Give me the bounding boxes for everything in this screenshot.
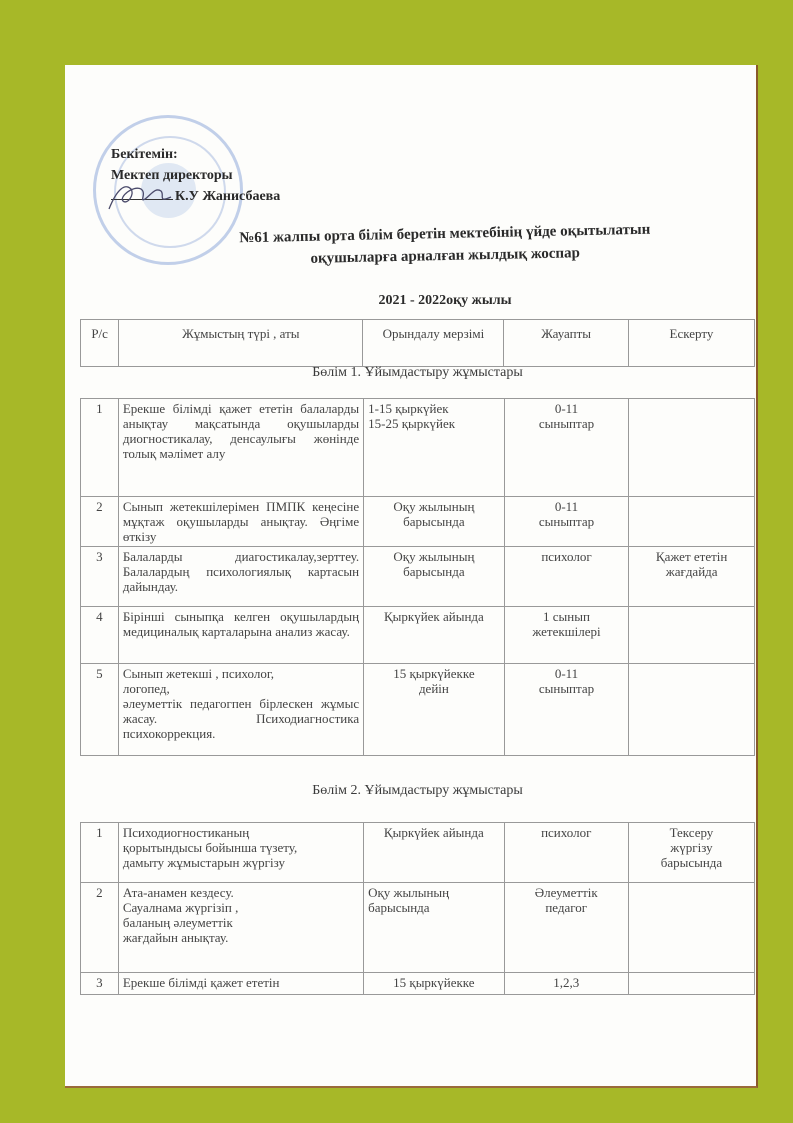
row-note — [628, 973, 754, 995]
row-work-description: Ерекше білімді қажет ететін балаларды анықтау мақсатында оқушыларды диогностикалау, денсаулығы жөнінде толық мәлімет алу — [118, 399, 363, 497]
handwritten-signature — [105, 179, 175, 213]
header-deadline: Орындалу мерзімі — [363, 320, 504, 367]
row-number: 1 — [81, 399, 119, 497]
section-1-title: Бөлім 1. Ұйымдастыру жұмыстары — [312, 365, 523, 380]
row-deadline: Қыркүйек айында — [364, 823, 505, 883]
row-work-description: Сынып жетекшілерімен ПМПК кеңесіне мұқтаж оқушыларды анықтау. Әңгіме өткізу — [118, 497, 363, 547]
table-row — [81, 607, 755, 664]
approval-label: Бекітемін: — [111, 147, 178, 162]
row-number: 3 — [81, 547, 119, 607]
table-row — [81, 883, 755, 973]
row-number: 4 — [81, 607, 119, 664]
row-responsible: 0-11 сыныптар — [504, 399, 629, 497]
row-work-description: Психодиогностиканың қорытындысы бойынша түзету, дамыту жұмыстарын жүргізу — [118, 823, 363, 883]
document-title — [185, 218, 706, 273]
row-responsible: психолог — [504, 823, 628, 883]
row-deadline: Оқу жылының барысында — [364, 547, 505, 607]
row-number: 2 — [81, 497, 119, 547]
header-work-type: Жұмыстың түрі , аты — [119, 320, 363, 367]
row-number: 5 — [81, 664, 119, 756]
row-work-description: Сынып жетекші , психолог, логопед, әлеуметтік педагогпен бірлескен жұмыс жасау. Психодиагностика психокоррекция. — [118, 664, 363, 756]
row-note — [629, 399, 755, 497]
row-note — [629, 664, 755, 756]
table-row — [81, 547, 755, 607]
row-note: Қажет ететін жағдайда — [629, 547, 755, 607]
header-responsible: Жауапты — [504, 320, 628, 367]
row-responsible: Әлеуметтік педагог — [504, 883, 628, 973]
row-work-description: Ата-анамен кездесу. Сауалнама жүргізіп , баланың әлеуметтік жағдайын анықтау. — [118, 883, 363, 973]
row-note — [628, 883, 754, 973]
row-work-description: Балаларды диагостикалау,зерттеу. Балалардың психологиялық картасын дайындау. — [118, 547, 363, 607]
table-row — [81, 497, 755, 547]
table-header — [80, 319, 755, 367]
row-responsible: 0-11 сыныптар — [504, 664, 629, 756]
row-number: 1 — [81, 823, 119, 883]
row-number: 2 — [81, 883, 119, 973]
row-deadline: 15 қыркүйекке дейін — [364, 664, 505, 756]
row-note — [629, 607, 755, 664]
row-deadline: Оқу жылының барысында — [364, 497, 505, 547]
header-row — [81, 320, 755, 367]
row-deadline: Оқу жылының барысында — [364, 883, 505, 973]
table-row — [81, 399, 755, 497]
header-note: Ескерту — [628, 320, 754, 367]
row-work-description: Ерекше білімді қажет ететін — [118, 973, 363, 995]
row-responsible: 0-11 сыныптар — [504, 497, 629, 547]
title-line-2: оқушыларға арналған жылдық жоспар — [310, 245, 581, 267]
row-number: 3 — [81, 973, 119, 995]
table-row — [81, 823, 755, 883]
row-responsible: 1,2,3 — [504, 973, 628, 995]
row-deadline: 1-15 қыркүйек 15-25 қыркүйек — [364, 399, 505, 497]
table-row — [81, 664, 755, 756]
table-row — [81, 973, 755, 995]
approval-position: Мектеп директоры — [111, 168, 233, 183]
section-2-table — [80, 822, 755, 995]
row-note: Тексеру жүргізу барысында — [628, 823, 754, 883]
section-1-table — [80, 398, 755, 756]
row-deadline: Қыркүйек айында — [364, 607, 505, 664]
row-responsible: 1 сынып жетекшілері — [504, 607, 629, 664]
section-2-title: Бөлім 2. Ұйымдастыру жұмыстары — [312, 783, 523, 798]
title-line-1: №61 жалпы орта білім беретін мектебінің үйде оқытылатын — [239, 221, 651, 247]
row-deadline: 15 қыркүйекке — [364, 973, 505, 995]
row-responsible: психолог — [504, 547, 629, 607]
academic-year: 2021 - 2022оқу жылы — [378, 293, 512, 308]
director-name: К.У Жанисбаева — [175, 189, 281, 204]
header-number: Р/с — [81, 320, 119, 367]
row-work-description: Бірінші сыныпқа келген оқушылардың медициналық карталарына анализ жасау. — [118, 607, 363, 664]
row-note — [629, 497, 755, 547]
document-page — [65, 65, 758, 1088]
